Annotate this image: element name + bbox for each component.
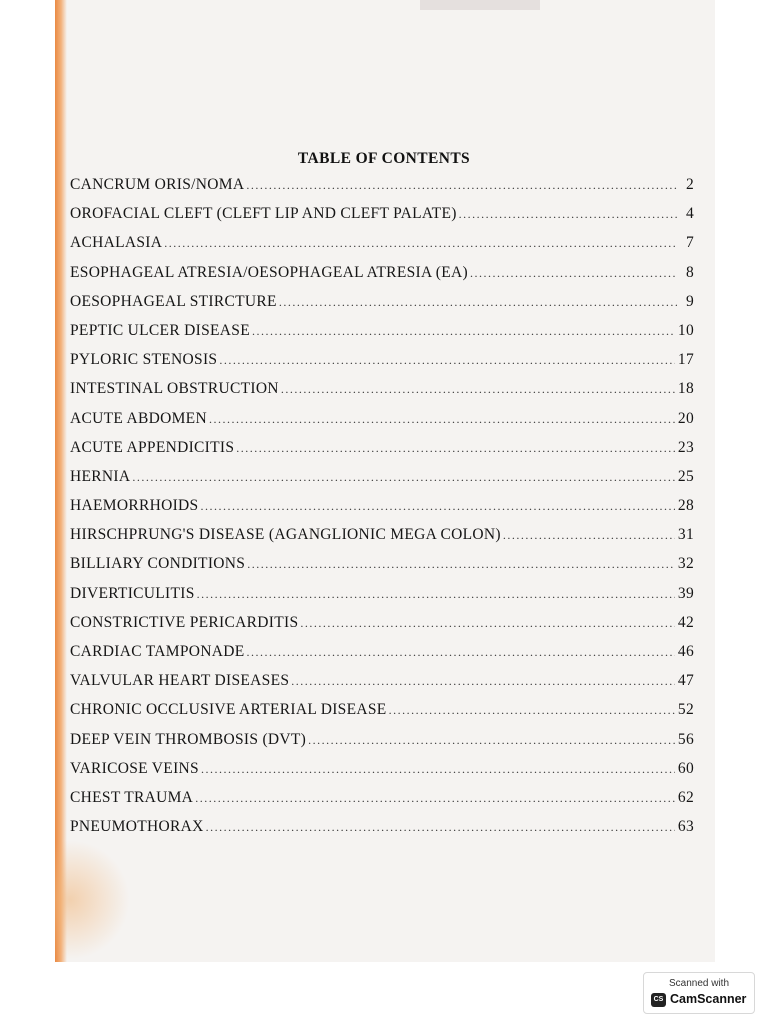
toc-entry <box>70 643 702 672</box>
dot-leader <box>206 820 675 835</box>
camscanner-logo-icon: CS <box>651 993 666 1007</box>
toc-entry <box>70 293 702 322</box>
dot-leader <box>209 412 675 427</box>
toc-entry-page-number: 46 <box>677 643 694 660</box>
page-edge-shadow <box>55 0 67 962</box>
toc-entry-title: CANCRUM ORIS/NOMA <box>70 176 245 193</box>
toc-entry-page-number: 60 <box>677 759 694 777</box>
toc-entry-title: CHEST TRAUMA <box>70 788 194 806</box>
camscanner-watermark <box>643 972 755 1014</box>
toc-entry-title: BILLIARY CONDITIONS <box>70 555 246 573</box>
toc-entry-title: DIVERTICULITIS <box>70 584 195 602</box>
dot-leader <box>200 499 674 514</box>
toc-entry <box>70 468 702 497</box>
dot-leader <box>470 266 677 281</box>
toc-entry-title: CARDIAC TAMPONADE <box>70 643 245 660</box>
watermark-brand: CamScanner <box>670 992 747 1006</box>
toc-entry-page-number: 23 <box>677 438 694 456</box>
page-stain <box>55 840 130 960</box>
dot-leader <box>459 207 677 222</box>
toc-entry <box>70 322 702 351</box>
dot-leader <box>246 178 677 193</box>
dot-leader <box>291 674 675 689</box>
dot-leader <box>503 528 675 543</box>
dot-leader <box>308 733 675 748</box>
toc-entry <box>70 672 702 701</box>
toc-entry-page-number: 31 <box>677 526 694 544</box>
toc-entry-page-number: 62 <box>677 788 694 806</box>
toc-entry-title: ACUTE ABDOMEN <box>70 409 207 427</box>
toc-entry <box>70 526 702 555</box>
toc-entry-title: ACUTE APPENDICITIS <box>70 438 235 456</box>
toc-entry-page-number: 42 <box>677 613 694 631</box>
dot-leader <box>164 236 677 251</box>
toc-entry <box>70 585 702 614</box>
toc-entry-page-number: 10 <box>677 321 694 339</box>
toc-entry-title: PEPTIC ULCER DISEASE <box>70 321 250 339</box>
toc-entry-page-number: 9 <box>685 292 694 310</box>
toc-entry <box>70 410 702 439</box>
toc-entry <box>70 234 702 263</box>
toc-entry-title: CHRONIC OCCLUSIVE ARTERIAL DISEASE <box>70 701 387 719</box>
toc-entry <box>70 731 702 760</box>
toc-entry-page-number: 20 <box>677 409 694 427</box>
dot-leader <box>300 616 675 631</box>
toc-entry-title: PYLORIC STENOSIS <box>70 351 218 369</box>
toc-list <box>70 176 702 847</box>
bleed-through-mark <box>420 0 540 10</box>
toc-entry-title: HIRSCHPRUNG'S DISEASE (AGANGLIONIC MEGA COLON) <box>70 526 501 544</box>
toc-entry <box>70 264 702 293</box>
toc-entry-page-number: 52 <box>677 701 694 719</box>
dot-leader <box>132 470 675 485</box>
dot-leader <box>195 791 675 806</box>
dot-leader <box>197 587 675 602</box>
toc-entry-page-number: 7 <box>685 234 694 252</box>
toc-entry-title: DEEP VEIN THROMBOSIS (DVT) <box>70 730 307 748</box>
toc-entry-page-number: 63 <box>677 818 694 836</box>
toc-entry <box>70 439 702 468</box>
dot-leader <box>389 703 675 718</box>
watermark-caption: Scanned with <box>668 978 730 989</box>
dot-leader <box>247 645 675 660</box>
dot-leader <box>252 324 675 339</box>
toc-entry-title: OROFACIAL CLEFT (CLEFT LIP AND CLEFT PALATE) <box>70 205 457 223</box>
dot-leader <box>247 557 675 572</box>
toc-entry <box>70 205 702 234</box>
dot-leader <box>236 441 675 456</box>
toc-entry-title: INTESTINAL OBSTRUCTION <box>70 380 279 398</box>
toc-entry <box>70 380 702 409</box>
toc-entry-title: PNEUMOTHORAX <box>70 818 204 836</box>
dot-leader <box>279 295 677 310</box>
toc-entry-page-number: 56 <box>677 730 694 748</box>
dot-leader <box>219 353 675 368</box>
dot-leader <box>281 382 675 397</box>
toc-entry <box>70 351 702 380</box>
toc-entry-title: CONSTRICTIVE PERICARDITIS <box>70 613 299 631</box>
toc-entry <box>70 701 702 730</box>
toc-entry <box>70 818 702 847</box>
toc-entry-title: OESOPHAGEAL STIRCTURE <box>70 292 277 310</box>
toc-entry-title: HERNIA <box>70 467 131 485</box>
toc-entry-title: ESOPHAGEAL ATRESIA/OESOPHAGEAL ATRESIA (EA) <box>70 263 468 281</box>
dot-leader <box>201 762 675 777</box>
toc-entry-page-number: 28 <box>677 497 694 515</box>
toc-entry <box>70 789 702 818</box>
toc-entry <box>70 760 702 789</box>
toc-entry <box>70 555 702 584</box>
toc-entry <box>70 176 702 205</box>
toc-entry-page-number: 47 <box>677 672 694 690</box>
toc-entry-page-number: 18 <box>677 380 694 398</box>
toc-entry-title: HAEMORRHOIDS <box>70 497 199 515</box>
toc-entry-page-number: 4 <box>685 205 694 223</box>
toc-entry <box>70 614 702 643</box>
toc-title: TABLE OF CONTENTS <box>297 150 471 167</box>
toc-entry-title: VALVULAR HEART DISEASES <box>70 672 290 690</box>
toc-entry-page-number: 39 <box>677 584 694 602</box>
toc-entry-page-number: 17 <box>677 351 694 369</box>
toc-entry-page-number: 2 <box>685 176 694 193</box>
toc-entry-title: ACHALASIA <box>70 234 163 252</box>
toc-entry-title: VARICOSE VEINS <box>70 759 199 777</box>
toc-entry-page-number: 25 <box>677 467 694 485</box>
toc-entry <box>70 497 702 526</box>
toc-entry-page-number: 32 <box>677 555 694 573</box>
toc-entry-page-number: 8 <box>685 263 694 281</box>
